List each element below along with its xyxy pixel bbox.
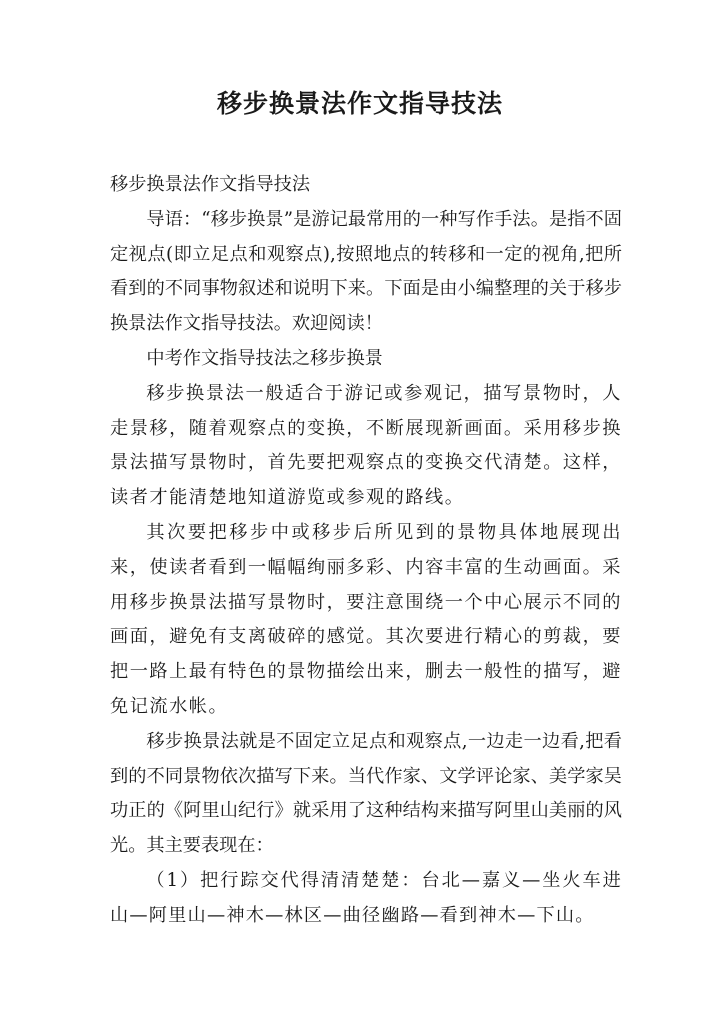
subtitle-paragraph: 移步换景法作文指导技法 bbox=[110, 174, 311, 195]
document-body bbox=[110, 168, 622, 934]
document-title: 移步换景法作文指导技法 bbox=[216, 89, 503, 118]
section-heading: 中考作文指导技法之移步换景 bbox=[146, 347, 383, 369]
list-item: （1）把行踪交代得清清楚楚：台北—嘉义—坐火车进山—阿里山—神木—林区—曲径幽路—看到神木—下山。 bbox=[110, 869, 622, 926]
body-paragraph: 移步换景法一般适合于游记或参观记，描写景物时，人走景移，随着观察点的变换，不断展现新画面。采用移步换景法描写景物时，首先要把观察点的变换交代清楚。这样，读者才能清楚地知道游览或参观的路线。 bbox=[110, 382, 622, 509]
body-paragraph: 其次要把移步中或移步后所见到的景物具体地展现出来，使读者看到一幅幅绚丽多彩、内容丰富的生动画面。采用移步换景法描写景物时，要注意围绕一个中心展示不同的画面，避免有支离破碎的感觉。其次要进行精心的剪裁，要把一路上最有特色的景物描绘出来，删去一般性的描写，避免记流水帐。 bbox=[110, 521, 622, 717]
intro-paragraph: 导语：“移步换景”是游记最常用的一种写作手法。是指不固定视点(即立足点和观察点),按照地点的转移和一定的视角,把所看到的不同事物叙述和说明下来。下面是由小编整理的关于移步换景法作文指导技法。欢迎阅读！ bbox=[110, 208, 622, 335]
body-paragraph: 移步换景法就是不固定立足点和观察点,一边走一边看,把看到的不同景物依次描写下来。当代作家、文学评论家、美学家吴功正的《阿里山纪行》就采用了这种结构来描写阿里山美丽的风光。其主要表现在： bbox=[110, 730, 622, 857]
